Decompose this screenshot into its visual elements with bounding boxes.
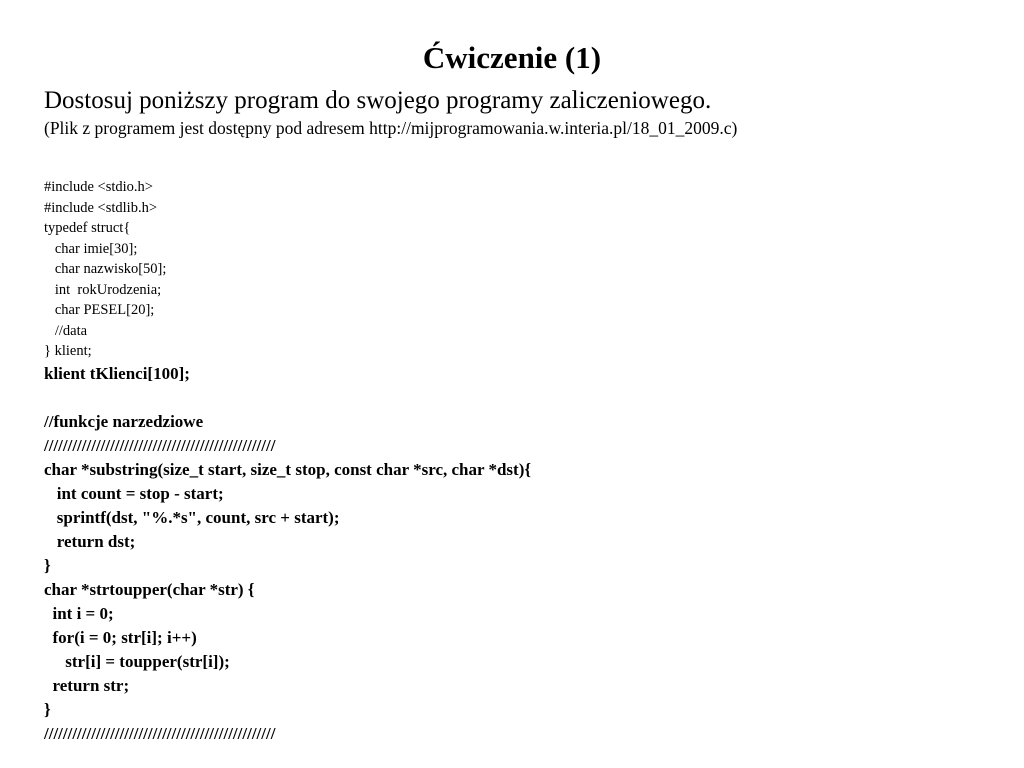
code-line: #include <stdlib.h>	[44, 199, 158, 216]
code-line: /////////////////////////////////////////////////	[44, 436, 276, 455]
slide-title: Ćwiczenie (1)	[422, 40, 602, 75]
code-line: /////////////////////////////////////////////////	[44, 724, 276, 743]
code-block-header	[44, 177, 166, 362]
code-line: str[i] = toupper(str[i]);	[44, 652, 230, 671]
code-line: //data	[44, 322, 88, 339]
code-line: char nazwisko[50];	[44, 261, 167, 277]
code-line: int i = 0;	[44, 604, 114, 623]
instruction-text: Dostosuj poniższy program do swojego programy zaliczeniowego.	[44, 87, 712, 114]
code-line: int count = stop - start;	[44, 484, 224, 503]
code-line: klient tKlienci[100];	[44, 364, 190, 383]
code-line: return dst;	[44, 532, 136, 551]
code-line: char imie[30];	[44, 240, 138, 257]
code-line-blank	[44, 386, 531, 410]
code-line: char *substring(size_t start, size_t stop, const char *src, char *dst){	[44, 460, 532, 479]
code-line: char *strtoupper(char *str) {	[44, 580, 255, 599]
code-line: }	[44, 700, 51, 719]
code-line: //funkcje narzedziowe	[44, 412, 204, 431]
code-line: } klient;	[44, 343, 92, 359]
code-line: for(i = 0; str[i]; i++)	[44, 628, 197, 647]
code-line: char PESEL[20];	[44, 302, 155, 318]
code-block-functions	[44, 362, 531, 746]
code-line: sprintf(dst, "%.*s", count, src + start);	[44, 508, 340, 527]
code-line: #include <stdio.h>	[44, 179, 153, 195]
code-line: }	[44, 556, 51, 575]
code-line: typedef struct{	[44, 220, 131, 236]
code-line: int rokUrodzenia;	[44, 281, 162, 298]
code-line: return str;	[44, 676, 130, 695]
file-location-note: (Plik z programem jest dostępny pod adresem http://mijprogramowania.w.interia.pl/18_01_2009.c)	[44, 118, 738, 138]
